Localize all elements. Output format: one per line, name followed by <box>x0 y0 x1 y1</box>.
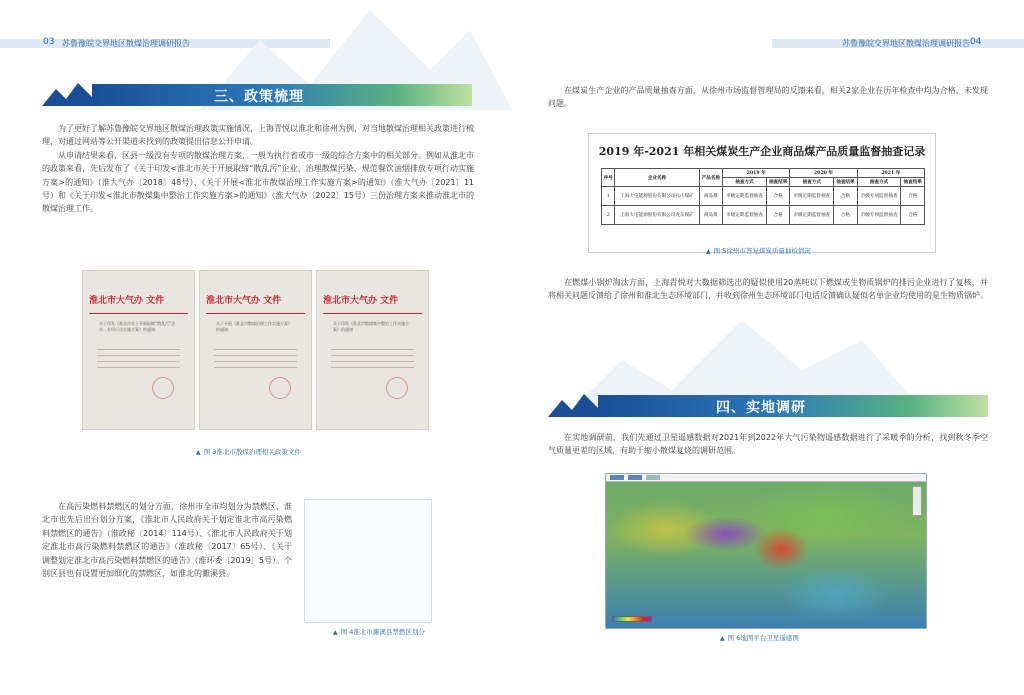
triangle-icon: ▲ <box>196 449 201 456</box>
seal-stamp-icon <box>386 377 408 399</box>
table-header: 抽查方式 <box>790 178 834 187</box>
quality-table-figure <box>588 133 936 253</box>
table-header: 抽查结果 <box>766 178 790 187</box>
page-number: 03 <box>43 37 55 47</box>
map-tool-button[interactable] <box>610 475 624 480</box>
table-row: 1 上海大屯能源股份有限公司孔庄煤矿 商品煤 市级定期监督抽查 合格 市级定期监督抽查 合格 市级专项监督抽查 合格 <box>602 187 925 206</box>
section-banner <box>548 395 988 417</box>
figure-caption: ▲ 图 6地图平台卫星遥感图 <box>720 634 799 642</box>
quality-table <box>601 168 925 225</box>
paragraph: 从申请结果来看，区县一级没有专项的散煤治理方案，一般为执行省或市一级的综合方案中的相关部分。例如从淮北市的政策来看，先后发布了《关于印发<淮北市关于开展取缔“散乱污”企业、治理散煤污染、规范餐饮油烟排放专项行动实施方案>的通知》（淮大气办〔2018〕48号）、《关于开展<淮北市散煤治理工作实施方案>的通知》（淮大气办〔2021〕11号）和《关于印发<淮北市散煤集中整治工作实施方案>的通知》（淮大气办〔2022〕15号）三份治理方案来推动淮北市的散煤治理工作。 <box>42 150 474 214</box>
table-header: 序号 <box>602 169 615 187</box>
mountain-watermark-icon <box>572 300 922 410</box>
figure-caption: ▲ 图 3淮北市散煤治理相关政策文件 <box>196 448 301 456</box>
map-tool-button[interactable] <box>646 475 660 480</box>
document-header: 淮北市大气办 文件 <box>323 296 399 306</box>
satellite-map <box>605 473 927 629</box>
section-title: 四、实地调研 <box>716 400 806 416</box>
field-paragraph: 在实地调研前，我们先通过卫星遥感数据对2021年到2022年大气污染物遥感数据进行了采暖季的分析，找到秋冬季空气质量更差的区域，有助于缩小散煤复烧的调研范围。 <box>548 433 988 456</box>
policy-intro <box>42 122 474 216</box>
policy-document-photo <box>82 270 195 430</box>
table-row: 2 上海大屯能源股份有限公司龙东煤矿 商品煤 市级定期监督抽查 合格 市级定期监督抽查 合格 市级专项监督抽查 合格 <box>602 206 925 225</box>
document-header: 淮北市大气办 文件 <box>89 296 165 306</box>
boiler-paragraph: 在燃煤小锅炉淘汰方面，上海青悦对大数据筛选出的疑似使用20蒸吨以下燃煤或生物质锅炉的排污企业进行了复核，并将相关问题反馈给了徐州和淮北生态环境部门，并收到徐州生态环境部门电话反馈确认疑似名单企业均使用的是生物质锅炉。 <box>548 278 988 301</box>
table-header: 企业名称 <box>615 169 699 187</box>
table-header: 产品名称 <box>699 169 723 187</box>
quality-paragraph: 在煤炭生产企业的产品质量抽查方面，从徐州市场监督管理局的反馈来看，相关2家企业在历年检查中均为合格，未发现问题。 <box>548 86 988 109</box>
figure-caption: ▲ 图 4淮北市濉溪县禁燃区划分 <box>333 628 425 636</box>
page-number: 04 <box>970 37 982 47</box>
document-title: 关于印发《淮北市关于开展取缔“散乱污”企业…专项行动实施方案》的通知 <box>99 321 176 332</box>
seal-stamp-icon <box>152 377 174 399</box>
map-tool-button[interactable] <box>628 475 642 480</box>
document-header: 淮北市大气办 文件 <box>206 296 282 306</box>
policy-document-photo <box>316 270 429 430</box>
ban-zone-paragraph: 在高污染燃料禁燃区的划分方面，徐州市全市均划分为禁燃区，淮北市也先后出台划分方案，《淮北市人民政府关于划定淮北市高污染燃料禁燃区的通告》（淮政秘〔2014〕114号）、《淮北市人民政府关于划定淮北市高污染燃料禁燃区的通告》（淮政秘〔2017〕65号）、《关于调整划定淮北市高污染燃料禁燃区的通告》（淮环委〔2019〕5号）。个别区县也有设置更加细化的禁燃区，如淮北的濉溪县。 <box>42 502 292 579</box>
figure-caption: ▲ 图 5徐州市答复煤炭质量抽检情况 <box>706 247 811 255</box>
table-header: 2020 年 <box>790 169 857 178</box>
table-header: 抽查方式 <box>857 178 901 187</box>
table-header: 2021 年 <box>857 169 924 178</box>
paragraph: 为了更好了解苏鲁豫皖交界地区散煤治理政策实施情况，上海青悦以淮北和徐州为例，对当地散煤治理相关政策进行梳理，对通过网站等公开渠道未找到的政策提出信息公开申请。 <box>42 124 474 147</box>
table-title: 2019 年-2021 年相关煤炭生产企业商品煤产品质量监督抽查记录 <box>598 145 926 158</box>
map-toolbar <box>606 474 926 482</box>
table-header: 抽查结果 <box>901 178 925 187</box>
header-title: 苏鲁豫皖交界地区散煤治理调研报告 <box>62 39 190 48</box>
document-title: 关于印发《淮北市散煤集中整治工作实施方案》的通知 <box>333 321 409 332</box>
header-title: 苏鲁豫皖交界地区散煤治理调研报告 <box>842 39 970 48</box>
triangle-icon: ▲ <box>720 635 725 642</box>
table-header: 2019 年 <box>723 169 790 178</box>
triangle-icon: ▲ <box>706 248 711 255</box>
policy-document-photo <box>199 270 312 430</box>
ban-zone-map-frame <box>304 499 432 623</box>
triangle-icon: ▲ <box>333 629 338 636</box>
map-legend <box>612 616 652 622</box>
table-header: 抽查方式 <box>723 178 767 187</box>
section-title: 三、政策梳理 <box>214 89 304 105</box>
table-header: 抽查结果 <box>834 178 858 187</box>
map-zoom-control[interactable] <box>912 486 922 516</box>
seal-stamp-icon <box>269 377 291 399</box>
section-banner <box>42 84 472 106</box>
document-title: 关于开展《淮北市散煤治理工作实施方案》的通知 <box>216 321 292 332</box>
